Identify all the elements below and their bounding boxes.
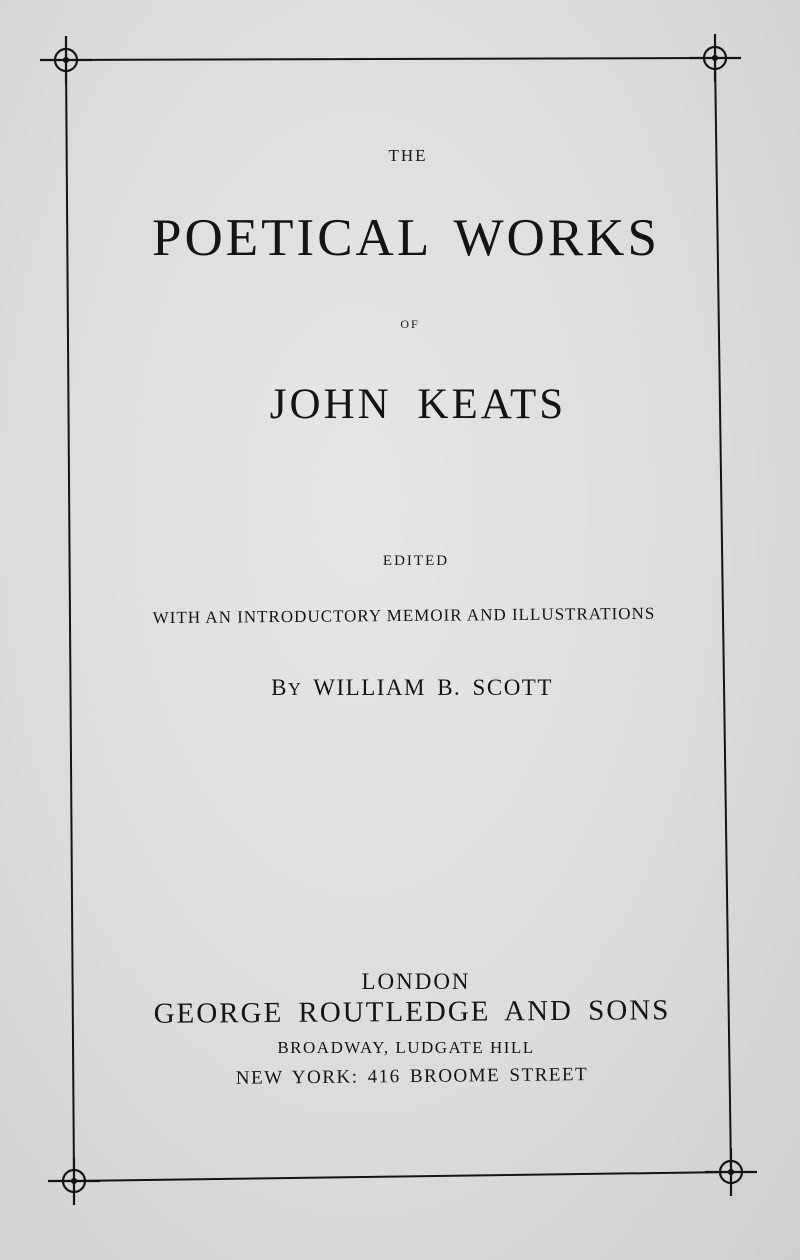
publisher-name: GEORGE ROUTLEDGE AND SONS <box>153 994 671 1030</box>
corner-ornament-top-right <box>689 34 741 82</box>
editor-line <box>12 675 800 701</box>
publisher-address-newyork: NEW YORK: 416 BROOME STREET <box>235 1064 589 1089</box>
title-article: THE <box>388 146 428 165</box>
memoir-line: WITH AN INTRODUCTORY MEMOIR AND ILLUSTRATIONS <box>152 603 656 628</box>
publisher-address-london: BROADWAY, LUDGATE HILL <box>277 1038 535 1057</box>
by-rest: Y <box>287 679 303 699</box>
editor-name: WILLIAM B. SCOTT <box>313 675 553 700</box>
title-of: OF <box>400 317 420 331</box>
book-title: POETICAL WORKS <box>152 209 660 267</box>
corner-ornament-top-left <box>40 36 92 84</box>
corner-ornament-bottom-left <box>48 1157 100 1205</box>
corner-ornament-bottom-right <box>705 1148 757 1196</box>
author-name: JOHN KEATS <box>269 381 567 428</box>
edited-label: EDITED <box>382 553 450 569</box>
imprint-city: LONDON <box>361 969 471 994</box>
by-initial: B <box>271 675 288 700</box>
